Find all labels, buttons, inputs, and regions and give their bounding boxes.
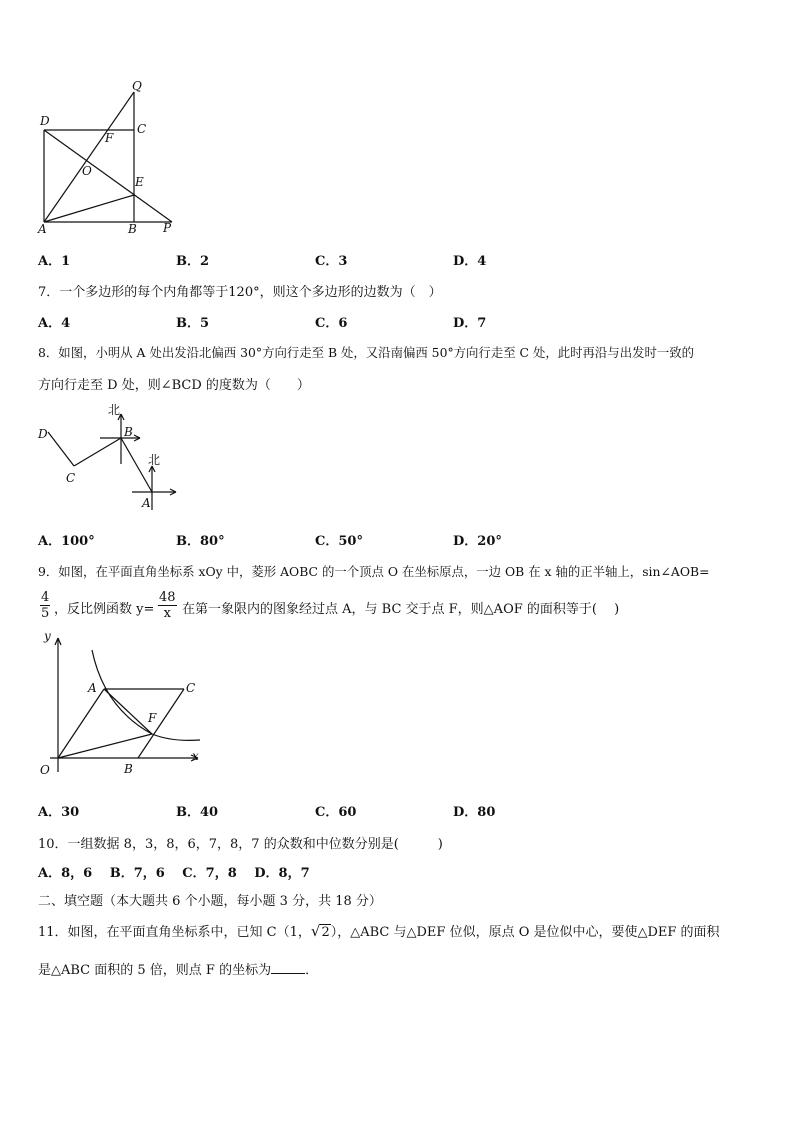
q8-option-a: A．100°	[38, 534, 95, 549]
q6-option-b: B．2	[176, 254, 210, 269]
q9-figure	[30, 628, 210, 778]
q11-text-line2: 是△ABC 面积的 5 倍，则点 F 的坐标为 ．	[38, 963, 319, 978]
q7-option-d: D．7	[453, 316, 487, 331]
q10-options: A．8，6 B．7，6 C．7，8 D．8，7	[38, 866, 310, 881]
q6-option-c: C．3	[315, 254, 348, 269]
q8-option-c: C．50°	[315, 534, 363, 549]
label-E: E	[135, 175, 144, 189]
label-C: C	[137, 122, 147, 136]
label-C: C	[66, 471, 76, 485]
section2-title: 二、填空题（本大题共 6 个小题，每小题 3 分，共 18 分）	[38, 894, 382, 909]
label-B: B	[128, 222, 137, 236]
q9-fraction-sin: $\frac{4}{5}$	[41, 590, 50, 621]
label-D: D	[38, 427, 48, 441]
north-label-a: 北	[148, 453, 161, 467]
q9-text-line2a: ，反比例函数 y=	[54, 602, 155, 617]
q7-text: 7．一个多边形的每个内角都等于120°，则这个多边形的边数为（ ）	[38, 285, 442, 300]
north-label-b: 北	[108, 403, 121, 417]
q7-option-a: A．4	[38, 316, 71, 331]
label-F: F	[148, 711, 157, 725]
q8-figure	[30, 400, 190, 515]
q10-text: 10．一组数据 8，3，8，6，7，8，7 的众数和中位数分别是( )	[38, 837, 443, 852]
q9-option-b: B．40	[176, 805, 219, 820]
label-y: y	[44, 629, 51, 643]
q9-text-line2b: 在第一象限内的图象经过点 A，与 BC 交于点 F，则△AOF 的面积等于( )	[182, 602, 620, 617]
label-O: O	[40, 763, 50, 777]
label-x: x	[192, 749, 199, 763]
q6-option-a: A．1	[38, 254, 71, 269]
q8-option-d: D．20°	[453, 534, 502, 549]
label-D: D	[40, 114, 50, 128]
label-A: A	[142, 496, 151, 510]
q11-text-line1: 11．如图，在平面直角坐标系中，已知 C（1，√2），△ABC 与△DEF 位似，原点 O 是位似中心，要使△DEF 的面积	[38, 922, 720, 940]
q9-option-c: C．60	[315, 805, 357, 820]
q8-text-line1: 8．如图，小明从 A 处出发沿北偏西 30°方向行走至 B 处，又沿南偏西 50°方向行走至 C 处，此时再沿与出发时一致的	[38, 345, 695, 360]
label-O: O	[82, 164, 92, 178]
q8-text-line2: 方向行走至 D 处，则∠BCD 的度数为（ ）	[38, 378, 310, 393]
q8-option-b: B．80°	[176, 534, 225, 549]
label-P: P	[163, 221, 172, 235]
label-B: B	[124, 425, 133, 439]
sqrt-symbol: √2	[310, 922, 330, 940]
label-C: C	[186, 681, 196, 695]
q6-option-d: D．4	[453, 254, 487, 269]
label-A: A	[88, 681, 97, 695]
label-Q: Q	[132, 79, 142, 93]
answer-blank[interactable]	[271, 961, 305, 974]
q9-text-line1: 9．如图，在平面直角坐标系 xOy 中，菱形 AOBC 的一个顶点 O 在坐标原点，一边 OB 在 x 轴的正半轴上，sin∠AOB=	[38, 564, 710, 579]
label-B: B	[124, 762, 133, 776]
q9-option-d: D．80	[453, 805, 496, 820]
q7-option-b: B．5	[176, 316, 210, 331]
q9-option-a: A．30	[38, 805, 80, 820]
label-A: A	[38, 222, 47, 236]
label-F: F	[105, 131, 114, 145]
q6-figure	[30, 78, 190, 238]
q9-fraction-function: $\frac{48}{x}$	[159, 590, 176, 621]
q7-option-c: C．6	[315, 316, 348, 331]
